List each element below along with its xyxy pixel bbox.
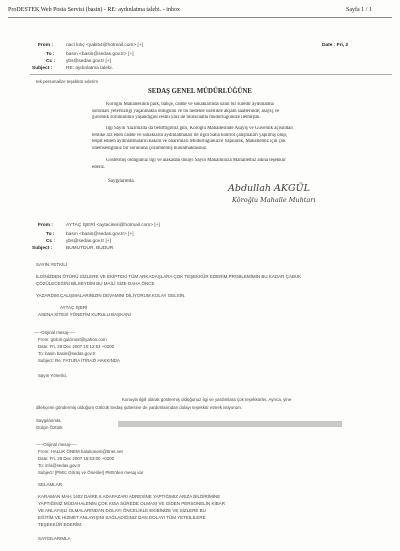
body-line: ÇÖZÜLECEĞİNİ BİLSEYDİM BU MAİLİ SİZE DAHA ÖNCE [36,281,155,286]
subject-label: Subject : [32,246,53,251]
original-message-marker: -----Orijinal mesaj----- [36,442,78,447]
subject-line: Subject: Re: FATURA İTİRAZI HAKKINDA [38,358,120,363]
date-label: Date : Fri, 2 [322,43,349,48]
body-line: AYTAÇ İŞERİ [60,305,88,310]
date-line: Date: Fri, 28 Dec 2007 15:53:00 +0200 [38,456,115,461]
email-1-divider [30,74,392,75]
closing: Saygılarımla, [36,418,62,423]
greeting: Sayın Yönetici, [38,373,68,378]
body-line: İLGİNİZDEN ÖTÜRÜ SİZLERE VE EKİPTEKİ TÜM ARKADAŞLARA ÇOK TEŞEKKÜR EDERİM.PROBLEMİMİN BU KADAR ÇABUK [36,274,302,279]
to-value[interactable]: basın <basin@sedas.gov.tr> [+] [66,232,134,237]
cc-value[interactable]: ybs@sedas.gov.tr [+] [66,59,111,64]
letter-paragraph-3: Göstermiş olduğunuz ilgi ve alakadan dolayı Sayın Makamınıza Mahallemiz adına teşekkür ederiz. [92,158,286,170]
body-line: VE ANLAYIŞLI OLMALARINDAN DOLAYI ÖNCELİKLE EKİBİNİZE VE SİZLERE BU [38,508,206,513]
cc-label: Cc : [46,239,56,244]
letter-closing: Saygılarımla. [108,179,135,184]
from-value[interactable]: AYTAÇ İŞERİ <aytaciseri@hotmail.com> [+] [66,223,160,228]
cc-value[interactable]: ybs@sedas.gov.tr [+] [66,239,111,244]
body-line: YAZARDIM.ÇALIŞMALARINIZIN DEVAMINI DİLİYORUM.KOLAY GELSİN. [36,293,186,298]
body-line: TEŞEKKÜR EDERİM. [38,522,83,527]
body-line: EĞİTİM VE HİZMET ANLAYIŞINI SAĞLADIĞINIZ DAN DOLAYI TÜM YETKİLİLERE [38,515,206,520]
email-1-preline: tek personalize teşekkür ederim [36,79,98,84]
body-line: Konuyla ilgili olarak göstermiş olduğunuz ilgi ve yardımlara çok teşekkürler. Ayrıca, yine [122,397,292,402]
header-divider [8,17,392,18]
subject-value: RE: aydınlatma talebi. [66,66,113,71]
from-line: From: HALUK ÖNEM halukonem@ttnet.net [38,449,123,454]
to-label: To : [46,232,55,237]
cc-label: Cc : [46,59,56,64]
page-number: Sayfa 1 / 1 [346,7,372,13]
subject-label: Subject : [32,66,53,71]
sender-name: Gülçin Öztürk [36,425,63,430]
body-line: SELAMLAR [38,482,63,487]
body-line: SAYIN YETKİLİ [36,262,68,267]
body-line: KARAMAN MAH 1402 DAİRE 6 ADAPAZARI ADRESİNE YAPTIĞIMIZ ARIZA BİLDİRİMİNE [38,494,221,499]
from-line: From: gülcin gulcinost@yahoo.com [38,337,107,342]
date-line: Date: Fri, 28 Dec 2007 10:12:53 +0200 [38,344,115,349]
subject-line: Subject: [PMS: Görüş ve Öneriler] PMS'den mesaj var [38,470,144,475]
original-message-marker: -----Orijinal mesaj----- [34,330,76,335]
signature-role: Köroğlu Mahalle Muhtarı [232,196,316,204]
from-label: From : [38,43,53,48]
to-value[interactable]: basın <basin@sedas.gov.tr> [+] [66,52,134,57]
to-line: To: info@sedas.gov.tr [38,463,81,468]
body-line: SAYGILARIMLA [38,536,71,541]
body-line: YAPTIĞINIZ MÜDAHALENİN ÇOK KISA SÜREDE OLMASI VE GİDEN PERSONELİN KİBAR [38,501,225,506]
page-header-title: ProDESTEK Web Posta Servisi (basin) - RE: aydınlatma talebi. - inbox [8,7,180,13]
letter-paragraph-2: İlgi Sayılı Yazımızda da belirttiğimiz gibi, Köroğlu Mahallesinde Asayiş ve Güvenlik açısından tehlike arz eden cadde ve sokakların aydınlatmaları ile ilgili Saha kontrol çalışmaları yapılmış olup, tespit edilen aydınlatmaların bakım ve onarımları Müdürlüğünüzce Yapılarak, Mahallemiz için çok önemsediğimiz bir sorununa çözümlemiş bulunmaktasınız. [92,126,293,151]
body-line: ASENA SİTESİ YÖNETİM KURULU BAŞKANI [38,312,131,317]
from-value[interactable]: naci kılıç <yaki54@hotmail.com> [+] [66,43,143,48]
letter-title: SEDAŞ GENEL MÜDÜRLÜĞÜNE [148,88,252,95]
to-label: To : [46,52,55,57]
highlight-bar [118,421,342,427]
signature-name: Abdullah AKGÜL [228,183,310,194]
letter-paragraph-1: Köroğlu Mahallesinin park, bahçe, cadde ve sokaklarında uzun bir süredir aydınlatma sorunları yetersizliği yaşanmakta olduğunu ve bu nedenle özellikle akşam saatlerinde; asayiş ve güvenlik sorunlarının yaşandığını resmi yazı ile müracaatla müdürlüğünüze iletmiştik. [92,102,280,121]
from-label: From : [38,223,53,228]
subject-value: BUMUTDUR. BUDUR [66,246,114,251]
to-line: To: basin basin@sedas.gov.tr [38,351,96,356]
body-line: dilekçemi göndermiş olduğum Gölcük Sedaş şubesine de yardımlarından dolayı teşekkür etmek istiyorum. [36,405,242,410]
